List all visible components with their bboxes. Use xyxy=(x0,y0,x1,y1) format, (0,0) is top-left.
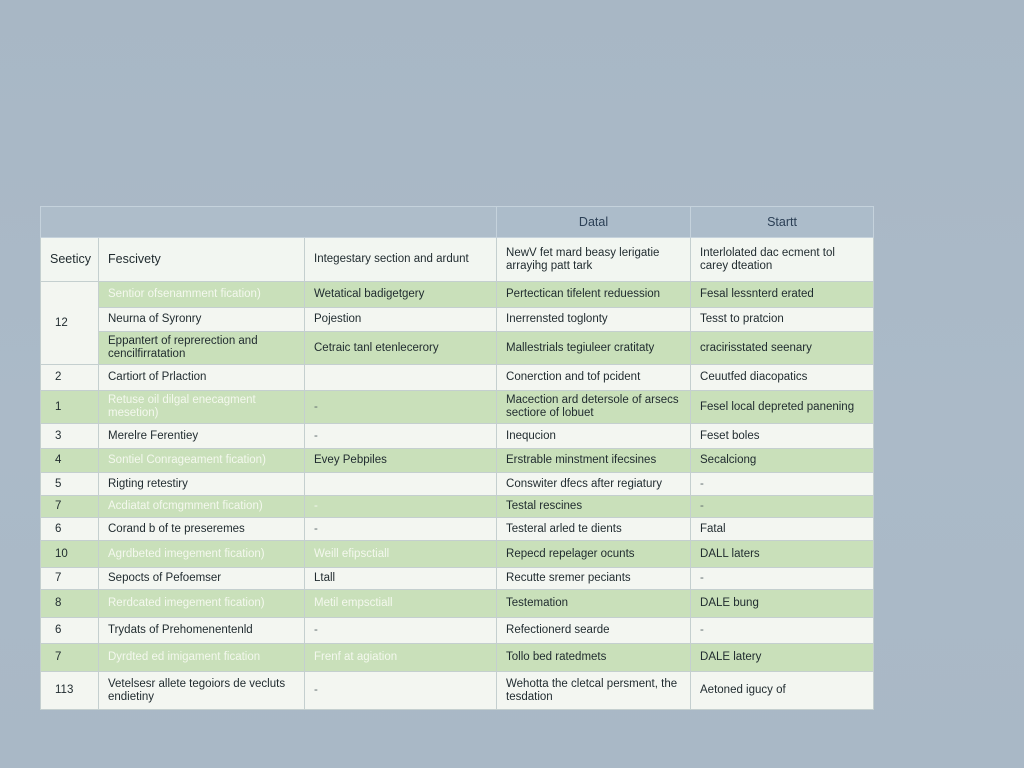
cell-col-2: Sontiel Conrageament fication) xyxy=(99,449,305,473)
column-header-1[interactable]: Seeticy xyxy=(41,238,99,282)
row-number-cell: 7 xyxy=(41,644,99,672)
table-row[interactable] xyxy=(41,473,874,496)
cell-col-3 xyxy=(305,473,497,496)
row-number-cell: 7 xyxy=(41,568,99,590)
cell-col-4: Macection ard detersole of arsecs sectiore of lobuet xyxy=(497,391,691,424)
cell-col-4: Repecd repelager ocunts xyxy=(497,541,691,568)
cell-col-3 xyxy=(305,365,497,391)
cell-col-2: Acdiatat ofcmgmment fication) xyxy=(99,496,305,518)
cell-col-3: Evey Pebpiles xyxy=(305,449,497,473)
cell-col-4: Refectionerd searde xyxy=(497,618,691,644)
cell-col-2: Eppantert of reprerection and cencilfirratation xyxy=(99,332,305,365)
cell-col-3: Wetatical badigetgery xyxy=(305,282,497,308)
row-number-cell: 8 xyxy=(41,590,99,618)
cell-col-5: - xyxy=(691,568,874,590)
cell-col-4: Pertectican tifelent reduession xyxy=(497,282,691,308)
cell-col-5: DALL laters xyxy=(691,541,874,568)
cell-col-3: Pojestion xyxy=(305,308,497,332)
table-row[interactable] xyxy=(41,449,874,473)
column-header-3[interactable]: Integestary section and ardunt xyxy=(305,238,497,282)
row-number-cell: 1 xyxy=(41,391,99,424)
cell-col-3: - xyxy=(305,391,497,424)
cell-col-2: Rerdcated imegement fication) xyxy=(99,590,305,618)
cell-col-3: Weill efipsctiall xyxy=(305,541,497,568)
cell-col-2: Vetelsesr allete tegoiors de vecluts endietiny xyxy=(99,672,305,710)
cell-col-4: Wehotta the cletcal persment, the tesdation xyxy=(497,672,691,710)
row-number-cell: 12 xyxy=(41,282,99,365)
top-header-datal[interactable]: Datal xyxy=(497,207,691,238)
table-row[interactable] xyxy=(41,282,874,308)
row-number-cell: 4 xyxy=(41,449,99,473)
row-number-cell: 113 xyxy=(41,672,99,710)
table-row[interactable] xyxy=(41,672,874,710)
cell-col-5: Feset boles xyxy=(691,424,874,449)
row-number-cell: 10 xyxy=(41,541,99,568)
cell-col-3: Frenf at agiation xyxy=(305,644,497,672)
cell-col-2: Sepocts of Pefoemser xyxy=(99,568,305,590)
cell-col-5: Fesal lessnterd erated xyxy=(691,282,874,308)
cell-col-3: - xyxy=(305,496,497,518)
table-row[interactable] xyxy=(41,518,874,541)
cell-col-4: Testal rescines xyxy=(497,496,691,518)
table-row[interactable] xyxy=(41,644,874,672)
table-row[interactable] xyxy=(41,568,874,590)
table-column-header xyxy=(41,238,874,282)
cell-col-2: Cartiort of Prlaction xyxy=(99,365,305,391)
cell-col-4: Recutte sremer peciants xyxy=(497,568,691,590)
cell-col-5: Secalciong xyxy=(691,449,874,473)
table-row[interactable] xyxy=(41,496,874,518)
cell-col-3: - xyxy=(305,672,497,710)
cell-col-4: Inerrensted toglonty xyxy=(497,308,691,332)
row-number-cell: 6 xyxy=(41,518,99,541)
cell-col-4: Tollo bed ratedmets xyxy=(497,644,691,672)
cell-col-2: Sentior ofsenamment fication) xyxy=(99,282,305,308)
cell-col-2: Agrdbeted imegement fication) xyxy=(99,541,305,568)
cell-col-2: Dyrdted ed imigament fication xyxy=(99,644,305,672)
table-row[interactable] xyxy=(41,365,874,391)
cell-col-5: - xyxy=(691,618,874,644)
cell-col-5: Aetoned igucy of xyxy=(691,672,874,710)
row-number-cell: 2 xyxy=(41,365,99,391)
cell-col-3: - xyxy=(305,618,497,644)
column-header-4[interactable]: NewV fet mard beasy lerigatie arrayihg patt tark xyxy=(497,238,691,282)
cell-col-4: Conerction and tof pcident xyxy=(497,365,691,391)
row-number-cell: 7 xyxy=(41,496,99,518)
data-table xyxy=(40,206,874,710)
cell-col-5: cracirisstated seenary xyxy=(691,332,874,365)
row-number-cell: 6 xyxy=(41,618,99,644)
cell-col-5: Fatal xyxy=(691,518,874,541)
cell-col-5: Tesst to pratcion xyxy=(691,308,874,332)
table-row[interactable] xyxy=(41,332,874,365)
cell-col-4: Inequcion xyxy=(497,424,691,449)
cell-col-3: Metil empsctiall xyxy=(305,590,497,618)
row-number-cell: 3 xyxy=(41,424,99,449)
top-header-blank xyxy=(41,207,497,238)
cell-col-5: - xyxy=(691,473,874,496)
column-header-2[interactable]: Fescivety xyxy=(99,238,305,282)
cell-col-3: - xyxy=(305,424,497,449)
cell-col-2: Retuse oil dilgal enecagment mesetion) xyxy=(99,391,305,424)
cell-col-5: - xyxy=(691,496,874,518)
table-row[interactable] xyxy=(41,590,874,618)
table-body xyxy=(41,282,874,710)
column-header-5[interactable]: Interlolated dac ecment tol carey dteation xyxy=(691,238,874,282)
cell-col-4: Testemation xyxy=(497,590,691,618)
table-row[interactable] xyxy=(41,618,874,644)
cell-col-2: Corand b of te preseremes xyxy=(99,518,305,541)
top-header-startt[interactable]: Startt xyxy=(691,207,874,238)
cell-col-2: Rigting retestiry xyxy=(99,473,305,496)
cell-col-3: Ltall xyxy=(305,568,497,590)
table-row[interactable] xyxy=(41,308,874,332)
cell-col-5: Ceuutfed diacopatics xyxy=(691,365,874,391)
table-top-header xyxy=(41,207,874,238)
cell-col-2: Merelre Ferentiey xyxy=(99,424,305,449)
cell-col-4: Testeral arled te dients xyxy=(497,518,691,541)
table-row[interactable] xyxy=(41,391,874,424)
cell-col-5: Fesel local depreted panening xyxy=(691,391,874,424)
cell-col-2: Neurna of Syronry xyxy=(99,308,305,332)
cell-col-5: DALE latery xyxy=(691,644,874,672)
cell-col-4: Conswiter dfecs after regiatury xyxy=(497,473,691,496)
row-number-cell: 5 xyxy=(41,473,99,496)
cell-col-5: DALE bung xyxy=(691,590,874,618)
cell-col-4: Mallestrials tegiuleer cratitaty xyxy=(497,332,691,365)
cell-col-3: - xyxy=(305,518,497,541)
table-row[interactable] xyxy=(41,541,874,568)
table-row[interactable] xyxy=(41,424,874,449)
cell-col-3: Cetraic tanl etenlecerory xyxy=(305,332,497,365)
cell-col-4: Erstrable minstment ifecsines xyxy=(497,449,691,473)
cell-col-2: Trydats of Prehomenentenld xyxy=(99,618,305,644)
